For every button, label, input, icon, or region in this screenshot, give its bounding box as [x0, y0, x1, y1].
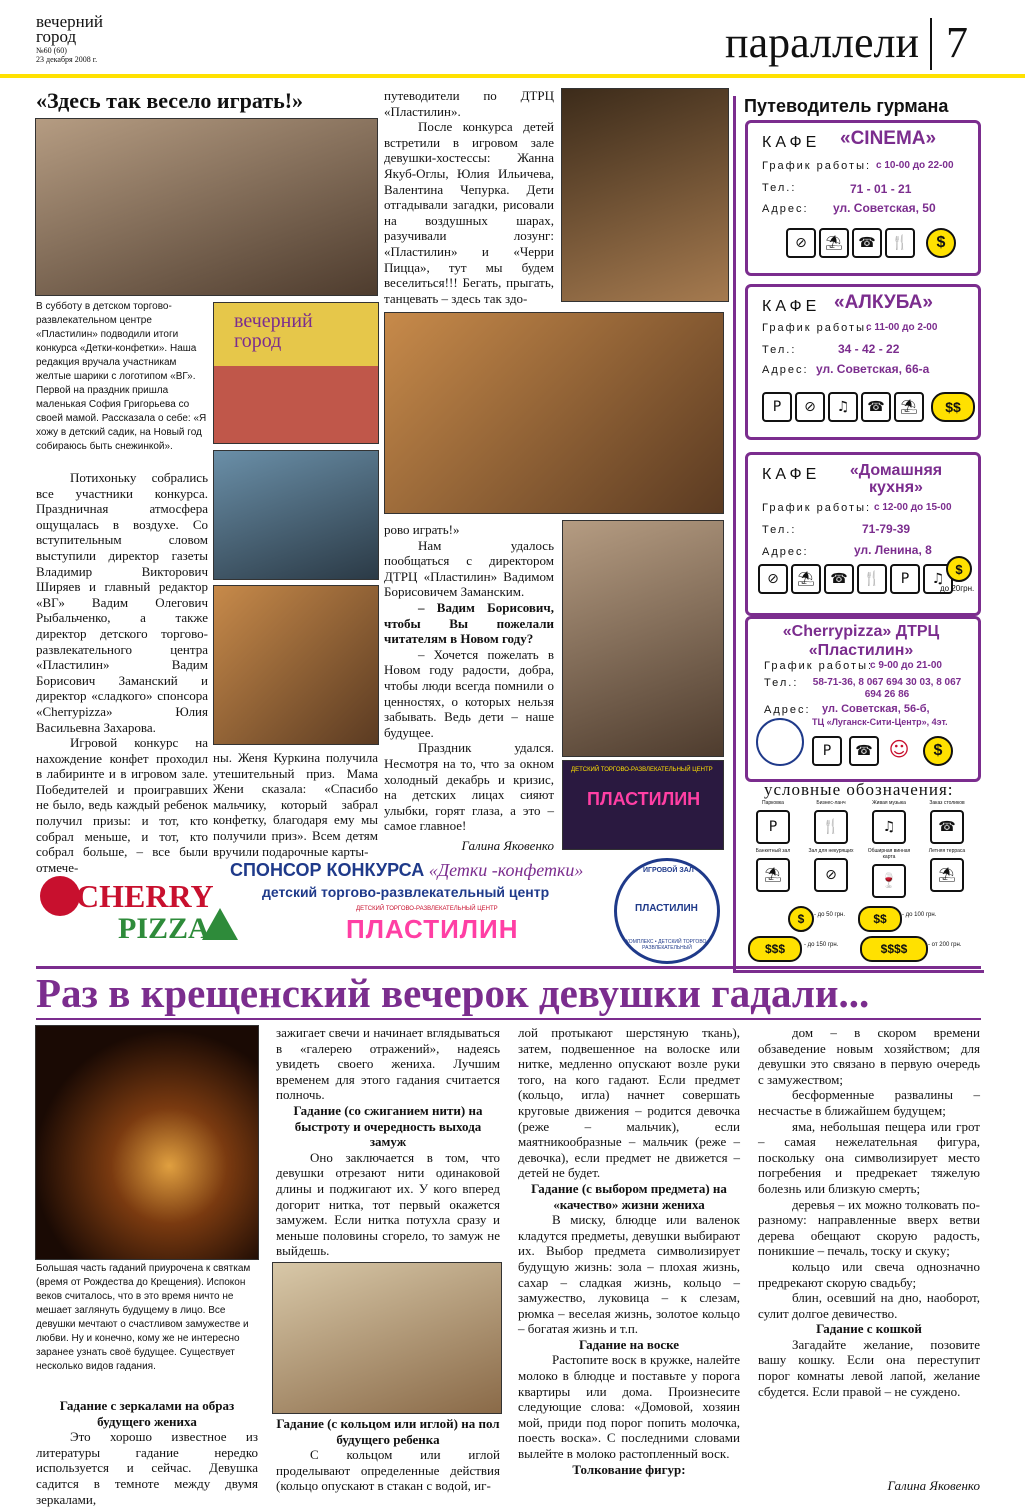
phone-label-4: Тел.: — [764, 677, 799, 689]
section-title: параллели — [725, 18, 919, 67]
address-label-3: Адрес: — [762, 546, 809, 558]
article1-answer: – Хочется пожелать в Новом году радости, добра, чтобы люди всегда помнили о ценностях, о которых нельзя забывать. Ведь дети – наше будущее. — [384, 646, 554, 740]
legend-item-5 — [748, 848, 798, 892]
price-2-label: - до 100 грн. — [902, 912, 937, 918]
live-music-icon: ♫ — [923, 564, 953, 594]
photo-game-zone — [213, 450, 379, 580]
cafe-phone-4: 58-71-36, 8 067 694 30 03, 8 067 694 26 86 — [812, 677, 962, 700]
no-smoking-icon: ⊘ — [795, 392, 825, 422]
no-smoking-icon: ⊘ — [786, 228, 816, 258]
no-smoking-icon: ⊘ — [814, 858, 848, 892]
cafe-hours-4: с 9-00 до 21-00 — [870, 660, 942, 671]
legend-grid — [748, 800, 978, 900]
legend-label-6: Зал для некурящих — [808, 848, 854, 854]
parking-icon: P — [890, 564, 920, 594]
schedule-label-1: График работы: — [762, 160, 872, 172]
address-label-1: Адрес: — [762, 203, 809, 215]
photo-painting-girls — [272, 1262, 502, 1414]
terrace-icon: ⛱ — [791, 564, 821, 594]
issue-number: №60 (60) — [36, 46, 67, 55]
masthead-rule — [0, 74, 1025, 78]
wine-icon: 🍷 — [872, 864, 906, 898]
cherry-icon — [40, 876, 80, 916]
article2-p2: Оно заключается в том, что девушки отрезают нити одинаковой длины и поджигают их. У кого вперед догорит нитка, тот первый окажется замужем. Если нитка потухла сразу и меньше половины сгорело, то замуж не выйдешь. — [276, 1149, 500, 1259]
parking-icon: P — [812, 736, 842, 766]
guide-title: Путеводитель гурмана — [744, 96, 949, 116]
parking-icon: P — [756, 810, 790, 844]
legend-label-3: Живая музыка — [872, 800, 906, 806]
masthead-logo — [36, 14, 116, 64]
article2-c3a: лой протыкают шерстяную ткань), затем, подвешенное на волоске или нитке, медленно опускают возле руки того, на кого гадают. Если предмет (кольцо, игла) начнет совершать круговые движения – родится девочка (реже – мальчик), если маятникообразные – мальчик (реже – девочка), если предмет не движется – детей не будет. — [518, 1025, 740, 1181]
cafe-kind-2: КАФЕ — [762, 298, 821, 315]
cafe-address2-4: ТЦ «Луганск-Сити-Центр», 4эт. — [812, 717, 948, 727]
banquet-icon: ⛱ — [756, 858, 790, 892]
article2-h4: Гадание (с выбором предмета) на «качество» жизни жениха — [531, 1180, 727, 1212]
no-smoking-icon: ⊘ — [758, 564, 788, 594]
stamp-center-text: ПЛАСТИЛИН — [635, 903, 698, 914]
cutlery-icon: 🍴 — [814, 810, 848, 844]
article2-rule-bottom — [36, 1018, 981, 1020]
photo-gift-child — [213, 585, 379, 745]
article2-h6: Толкование фигур: — [572, 1461, 686, 1477]
address-label-2: Адрес: — [762, 364, 809, 376]
article2-c4c: яма, небольшая пещера или грот – самая нежелательная фигура, поскольку она символизирует место погребения и предрекает тяжелую болезнь или близкую смерть; — [758, 1118, 980, 1196]
article2-c4d: деревья – их можно толковать по-разному: направленные вверх ветви дерева обещают скорую радость, поникшие – печаль, тоску и скуку; — [758, 1196, 980, 1259]
cafe-address-3: ул. Ленина, 8 — [854, 543, 932, 557]
article1-col4 — [384, 522, 554, 853]
masthead-divider — [930, 18, 932, 70]
sponsor-title-a: СПОНСОР КОНКУРСА — [230, 860, 425, 880]
article2-p7: Загадайте желание, позовите вашу кошку. Если она переступит порог комнаты левой лапой, желание сбудется. Если правой – не суждено. — [758, 1336, 980, 1399]
article2-author: Галина Яковенко — [887, 1478, 980, 1493]
cafe-name-2: «АЛКУБА» — [834, 292, 933, 313]
cafe-icons-2 — [762, 392, 975, 422]
sponsor-title-b: «Детки -конфетки» — [428, 860, 584, 880]
price-1-label: - до 50 грн. — [814, 912, 846, 918]
cafe-icons-3 — [758, 564, 953, 594]
price-4-label: - от 200 грн. — [928, 942, 962, 948]
terrace-icon: ⛱ — [819, 228, 849, 258]
phone-icon: ☎ — [930, 810, 964, 844]
phone-icon: ☎ — [824, 564, 854, 594]
article2-c4f: блин, осевший на дно, наоборот, сулит долгое девичество. — [758, 1290, 980, 1321]
article2-h1: Гадание с зеркалами на образ будущего жениха — [59, 1398, 235, 1429]
legend-item-6 — [806, 848, 856, 892]
article2-h7: Гадание с кошкой — [816, 1321, 922, 1337]
logo-line2: город — [36, 27, 77, 46]
price-1-coins: $ — [788, 906, 814, 932]
price-note-3: до 20грн. — [940, 584, 975, 593]
article2-c2a: зажигает свечи и начинает вглядываться в «галерею отражений», надеясь увидеть своего жениха. Лучшим временем для этого гадания считается полночь. — [276, 1025, 500, 1103]
article1-col1-para: Потихоньку собрались все участники конкурса. Праздничная атмосфера ощущалась в воздухе. Со вступительным словом выступили директор газеты Владимир Викторович Ширяев и главный редактор «ВГ» Вадим Олегович Рыбальченко, а также директор детского торгово-развлекательного центра «Пластилин» Вадим Борисович Заманский и директор «сладкого» спонсора «Cherrypizza» Юлия Васильевна Захарова. — [36, 470, 208, 735]
legend-label-8: Летняя терраса — [928, 848, 966, 854]
legend-item-1 — [748, 800, 798, 844]
article1-author: Галина Яковенко — [461, 837, 554, 853]
sponsor-plastilin-small: ДЕТСКИЙ ТОРГОВО-РАЗВЛЕКАТЕЛЬНЫЙ ЦЕНТР — [356, 906, 498, 912]
photo-plastilin-sign — [562, 760, 724, 850]
phone-icon: ☎ — [849, 736, 879, 766]
article1-col2 — [213, 750, 378, 859]
photo-newspaper-banner — [213, 302, 379, 444]
legend-item-2 — [806, 800, 856, 844]
cafe-kind-3: КАФЕ — [762, 466, 821, 483]
cafe-address-2: ул. Советская, 66-а — [816, 362, 930, 376]
article2-p5: Растопите воск в кружке, налейте молоко в блюдце и поставьте у порога квартиры или дома. Произнесите следующие слова: «Домовой, хозяин мой, приди под порог попить молочка, поесть воска». С последними словами вылейте в молоко растопленный воск. — [518, 1352, 740, 1462]
sign-text: ПЛАСТИЛИН — [587, 789, 701, 809]
cafe-name-1: «CINEMA» — [840, 128, 937, 149]
phone-icon: ☎ — [852, 228, 882, 258]
sponsor-plastilin-logo: ПЛАСТИЛИН — [346, 914, 519, 944]
article2-col3 — [518, 1025, 740, 1477]
phone-label-1: Тел.: — [762, 182, 797, 194]
cafe-kind-1: КАФЕ — [762, 134, 821, 151]
legend-item-8 — [922, 848, 972, 892]
photo-group-directors — [35, 118, 378, 296]
article2-c4e: кольцо или свеча однозначно предрекают скорую свадьбу; — [758, 1258, 980, 1290]
sign-top-text: ДЕТСКИЙ ТОРГОВО-РАЗВЛЕКАТЕЛЬНЫЙ ЦЕНТР — [571, 767, 713, 773]
pizza-slice-icon — [202, 908, 238, 940]
article1-col3b-para: После конкурса детей встретили в игровом зале девушки-хостессы: Жанна Якуб-Оглы, Юлия Ильичева, Валентина Чепурка. Дети отгадывали загадки, рисовали на воздушных шарах, разучивали лозунг: «Пластилин» и «Черри Пицца», тут мы будем веселиться!!! Бегать, прыгать, танцевать – здесь так здо- — [384, 119, 554, 306]
phone-label-3: Тел.: — [762, 524, 797, 536]
terrace-icon: ⛱ — [930, 858, 964, 892]
banner-text: вечерний город — [234, 310, 313, 352]
cafe-icons-4 — [812, 736, 953, 766]
cafe-hours-2: с 11-00 до 2-00 — [866, 322, 938, 333]
article1-col3a-para: путеводители по ДТРЦ «Пластилин». — [384, 88, 554, 119]
legend-label-5: Банкетный зал — [755, 848, 791, 854]
article2-p3: С кольцом или иглой проделывают определенные действия (кольцо опускают в стакан с водой, иг- — [276, 1447, 500, 1494]
article1-col3 — [384, 88, 554, 306]
photo-candles — [35, 1025, 259, 1260]
parking-icon: P — [762, 392, 792, 422]
cafe-address-1: ул. Советская, 50 — [833, 201, 936, 215]
address-label-4: Адрес: — [764, 704, 811, 716]
schedule-label-3: График работы: — [762, 502, 872, 514]
article2-col2-bottom — [276, 1416, 500, 1494]
price-coin-icon: $ — [923, 736, 953, 766]
price-legend — [748, 904, 978, 966]
photo-party-table — [384, 312, 724, 514]
price-coin-icon: $ — [946, 556, 972, 582]
cafe-hours-1: с 10-00 до 22-00 — [876, 160, 954, 171]
sponsor-title — [230, 860, 620, 881]
article2-intro: Большая часть гаданий приурочена к святкам (время от Рождества до Крещения). Испокон веков считалось, что в это время ничто не мешает заглянуть будущему в лицо. Все девушки мечтают о счастливом замужестве и любви. Ну и конечно, кому же не интересно заранее узнать своё будущее. Существует несколько видов гадания. — [36, 1263, 251, 1372]
article2-col4 — [758, 1025, 980, 1399]
legend-item-4 — [922, 800, 972, 844]
cafe-address-4: ул. Советская, 56-б, — [822, 703, 930, 715]
article1-col4b-para: Нам удалось пообщаться с директором ДТРЦ «Пластилин» Вадимом Борисовичем Заманским. — [384, 537, 554, 600]
article1-col1 — [36, 470, 208, 875]
issue-date: 23 декабря 2008 г. — [36, 55, 98, 64]
plastilin-stamp-icon — [756, 718, 804, 766]
stamp-ring-text: КОМПЛЕКС • ДЕТСКИЙ ТОРГОВО-РАЗВЛЕКАТЕЛЬНЫЙ — [625, 939, 709, 951]
cutlery-icon: 🍴 — [857, 564, 887, 594]
sponsor-subtitle: детский торгово-развлекательный центр — [262, 884, 550, 900]
sponsor-cherry-logo — [36, 866, 236, 956]
live-music-icon: ♫ — [872, 810, 906, 844]
pizza-word: PIZZA — [118, 912, 210, 945]
article2-c4b: бесформенные развалины – несчастье в ближайшем будущем; — [758, 1087, 980, 1118]
photo-baby-santa — [561, 88, 729, 302]
price-3-coins: $$$ — [748, 936, 802, 962]
live-music-icon: ♫ — [828, 392, 858, 422]
article1-title: «Здесь так весело играть!» — [36, 88, 304, 113]
price-3-label: - до 150 грн. — [804, 942, 839, 948]
cafe-name-3: «Домашняя кухня» — [849, 462, 943, 496]
article2-h5: Гадание на воске — [578, 1336, 680, 1352]
legend-label-7: Обширная винная карта — [867, 848, 911, 860]
logo-line1: вечерний — [36, 12, 103, 31]
cutlery-icon: 🍴 — [885, 228, 915, 258]
article2-c4a: дом – в скором времени обзаведение новым хозяйством; для девушки это связано в первую очередь с замужеством; — [758, 1025, 980, 1087]
cafe-phone-1: 71 - 01 - 21 — [850, 182, 912, 196]
legend-label-1: Парковка — [762, 800, 784, 806]
price-4-coins: $$$$ — [860, 936, 928, 962]
price-coins-icon: $$ — [931, 392, 975, 422]
stamp-top-text: ИГРОВОЙ ЗАЛ — [643, 867, 694, 874]
price-coin-icon: $ — [926, 228, 956, 258]
price-2-coins: $$ — [858, 906, 902, 932]
cafe-icons-1 — [786, 228, 956, 258]
article1-intro: В субботу в детском торгово-развлекательном центре «Пластилин» подводили итоги конкурса «Детки-конфетки». Наша редакция вручала участникам желтые шарики с логотипом «ВГ». Первой на праздник пришла маленькая София Григорьева со своей мамой. Рассказала о себе: «Я хожу в детский садик, на Новый год собираюсь быть снежинкой». — [36, 301, 207, 452]
article1-question: – Вадим Борисович, чтобы Вы пожелали читателям в Новом году? — [384, 599, 554, 647]
legend-item-7 — [864, 848, 914, 898]
phone-icon: ☎ — [861, 392, 891, 422]
article2-p4: В миску, блюдце или валенок кладутся предметы, девушки выбирают их. Выбор предмета символизирует будущую жизнь: зола – плохая жизнь, сахар – сладкая жизнь, кольцо – замужество, луковица – к слезам, рюмка – веселая жизнь, золотое кольцо – богатая жизнь и т.п. — [518, 1212, 740, 1337]
article2-h3: Гадание (с кольцом или иглой) на пол будущего ребенка — [276, 1416, 500, 1447]
schedule-label-4: График работы: — [764, 660, 874, 672]
cafe-phone-3: 71-79-39 — [862, 522, 911, 536]
cafe-phone-2: 34 - 42 - 22 — [838, 342, 900, 356]
terrace-icon: ⛱ — [894, 392, 924, 422]
legend-title: условные обозначения: — [764, 780, 954, 799]
article2-col2 — [276, 1025, 500, 1259]
article1-col1b-para: Игровой конкурс на нахождение конфет проходил в лабиринте и в игровом зале. Победителей и проигравших не было, ведь каждый ребенок получил призы: и тот, кто собрал меньше, и тот, кто собрал больше, – все были отмече- — [36, 735, 208, 875]
legend-item-3 — [864, 800, 914, 844]
sponsor-stamp — [614, 858, 720, 964]
article2-p1: Это хорошо известное из литературы гадание нередко используется и сейчас. Девушка садится в темноте между двумя зеркалами, — [36, 1429, 258, 1507]
schedule-label-2: График работы: — [762, 322, 872, 334]
article1-outro: Праздник удался. Несмотря на то, что за окном холодный декабрь и кризис, на детских лицах сияют улыбки, горят глаза, а это – самое главное! — [384, 740, 554, 834]
article2-title: Раз в крещенский вечерок девушки гадали... — [36, 970, 870, 1016]
phone-label-2: Тел.: — [762, 344, 797, 356]
page-number: 7 — [946, 18, 968, 67]
article1-col2-para: ны. Женя Куркина получила утешительный приз. Мама Жени сказала: «Спасибо мальчику, который забрал конфетку, благодаря ему мы получили приз». Всем детям вручили подарочные карты- — [213, 750, 378, 859]
photo-mother-child — [562, 520, 724, 757]
legend-label-2: Бизнес-ланч — [816, 800, 846, 806]
article2-col1 — [36, 1398, 258, 1507]
cafe-hours-3: с 12-00 до 15-00 — [874, 502, 952, 513]
cafe-name-4: «Cherrypizza» ДТРЦ «Пластилин» — [782, 623, 940, 659]
kids-icon: ☺ — [886, 736, 912, 762]
legend-label-4: Заказ столиков — [929, 800, 965, 806]
article2-h2: Гадание (со сжиганием нити) на быстроту и очередность выхода замуж — [293, 1102, 483, 1150]
article1-col4a-para: рово играть!» — [384, 522, 460, 537]
cherry-word: CHERRY — [76, 878, 214, 914]
